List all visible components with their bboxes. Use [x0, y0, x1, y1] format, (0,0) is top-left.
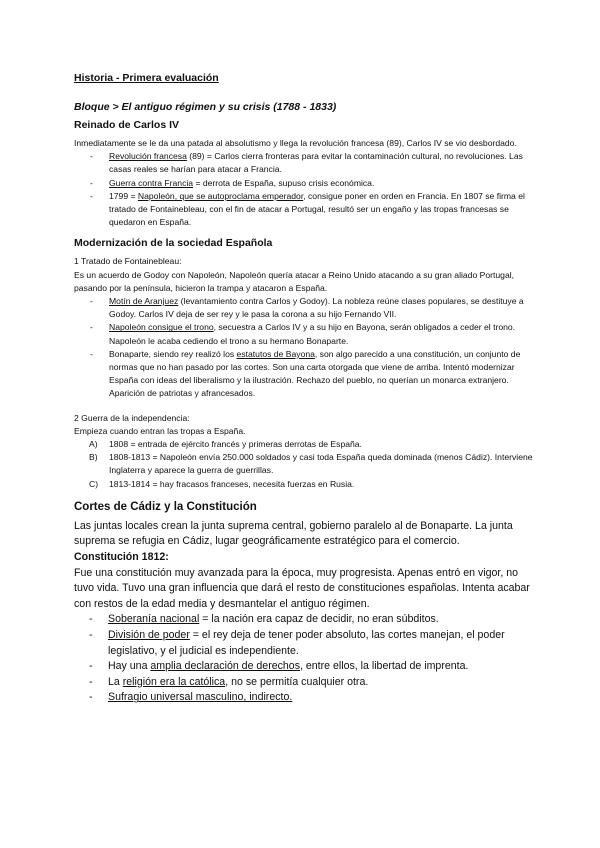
bullet-list [74, 150, 534, 229]
item-text: , consigue poner en orden en Francia. En 1807 se firma el tratado de Fontainebleau, con el fin de atacar a Portugal, resultó ser un engaño y las tropas francesas se quedaron en España. [109, 190, 525, 228]
item-key-term: Sufragio universal masculino, indirecto. [108, 691, 293, 704]
item-key-term: Napoleón, que se autoproclama emperador [137, 190, 304, 201]
list-item [74, 177, 534, 190]
document-title: Historia - Primera evaluación [74, 72, 219, 84]
item-text: 1808-1813 = Napoleón envía 250.000 soldados y casi toda España queda dominada (menos Cádiz). Interviene Inglaterra y aparece la guerra de guerrillas. [109, 452, 533, 476]
subsection-title: Constitución 1812: [74, 551, 169, 564]
list-item [74, 451, 534, 477]
item-key-term: religión era la católica [122, 675, 226, 688]
block-title: Bloque > El antiguo régimen y su crisis (1788 - 1833) [74, 101, 337, 113]
list-item [74, 321, 534, 347]
item-text: , no se permitía cualquier otra. [225, 675, 369, 688]
section-intro: Inmediatamente se le da una patada al absolutismo y llega la revolución francesa (89), Carlos IV se vio desbordado. [74, 138, 517, 148]
item-text: = el rey deja de tener poder absoluto, las cortes manejan, el poder legislativo, y el judicial es independiente. [108, 629, 505, 657]
item-key-term: Revolución francesa [109, 151, 187, 162]
subsection-title: 2 Guerra de la independencia: [74, 412, 190, 423]
section-paragraph: Las juntas locales crean la junta suprema central, gobierno paralelo al de Bonaparte. La junta suprema se refugia en Cádiz, lugar geográficamente estratégico para el comercio. [74, 519, 513, 548]
item-text: , son algo parecido a una constitución, un conjunto de normas que no han pasado por las cortes. Son una carta otorgada que viene de arriba. Intentó modernizar España con ideas del liberalismo y la ilustración. Rechazo del pueblo, no querían un monarca extranjero. Aparición de patriotas y afrancesados. [109, 348, 521, 399]
item-prefix: 1799 = [109, 190, 138, 201]
bullet-list [74, 295, 534, 401]
section-heading-reinado: Reinado de Carlos IV [74, 119, 180, 131]
item-text: = la nación era capaz de decidir, no eran súbditos. [199, 613, 439, 626]
list-item [74, 675, 534, 691]
item-key-term: amplia declaración de derechos [150, 660, 300, 673]
list-marker: B) [89, 452, 98, 463]
subsection-title: 1 Tratado de Fontainebleau: [74, 256, 182, 267]
list-item [74, 659, 534, 675]
lettered-list [74, 438, 534, 491]
item-text: (89) = Carlos cierra fronteras para evitar la contaminación cultural, no revoluciones. Las casas reales se harían para atacar a Francia. [109, 151, 523, 175]
item-text: 1813-1814 = hay fracasos franceses, necesita fuerzas en Rusia. [109, 478, 355, 489]
bullet-list [74, 612, 534, 706]
list-item [74, 295, 534, 321]
list-item [74, 190, 534, 230]
item-key-term: Napoleón consigue el trono [109, 322, 214, 333]
item-text: , entre ellos, la libertad de imprenta. [300, 660, 469, 673]
item-prefix: Bonaparte, siendo rey realizó los [109, 348, 237, 359]
section-heading-modernizacion: Modernización de la sociedad Española [74, 237, 273, 250]
list-item [74, 612, 534, 628]
section-heading-cortes: Cortes de Cádiz y la Constitución [74, 500, 257, 513]
list-item [74, 348, 534, 401]
item-text: = derrota de España, supuso crisis económica. [193, 177, 375, 188]
item-prefix: Hay una [108, 660, 151, 673]
item-text: , secuestra a Carlos IV y a su hijo en Bayona, serán obligados a ceder el trono. Napoleón le acaba cediendo el trono a su hermano Bonaparte. [109, 322, 516, 346]
list-marker: C) [89, 478, 99, 489]
item-text: (levantamiento contra Carlos y Godoy). La nobleza reúne clases populares, se destituye a Godoy. Carlos IV deja de ser rey y le pasa la corona a su hijo Fernando VII. [109, 296, 524, 320]
list-item [74, 478, 534, 491]
list-marker: A) [89, 439, 98, 450]
subsection-intro: Empieza cuando entran las tropas a España. [74, 425, 246, 436]
subsection-intro: Es un acuerdo de Godoy con Napoleón, Napoleón quería atacar a Reino Unido atacando a su gran aliado Portugal, pasando por la península, hicieron la trampa y atacaron a España. [74, 269, 515, 293]
list-item [74, 150, 534, 176]
document-page [74, 72, 534, 706]
item-key-term: estatutos de Bayona [236, 348, 315, 359]
item-key-term: Soberanía nacional [108, 613, 200, 626]
list-item [74, 628, 534, 659]
list-item [74, 438, 534, 451]
item-key-term: Motín de Aranjuez [109, 296, 179, 307]
item-prefix: La [108, 675, 123, 688]
item-key-term: División de poder [108, 629, 190, 642]
section-paragraph: Fue una constitución muy avanzada para la época, muy progresista. Apenas entró en vigor, no tuvo vida. Tuvo una gran influencia que dará el resto de constituciones españolas. Intenta acabar con restos de la edad media y desmantelar el antiguo régimen. [74, 566, 530, 610]
item-key-term: Guerra contra Francia [109, 177, 194, 188]
list-item [74, 690, 534, 706]
item-text: 1808 = entrada de ejército francés y primeras derrotas de España. [109, 439, 362, 450]
